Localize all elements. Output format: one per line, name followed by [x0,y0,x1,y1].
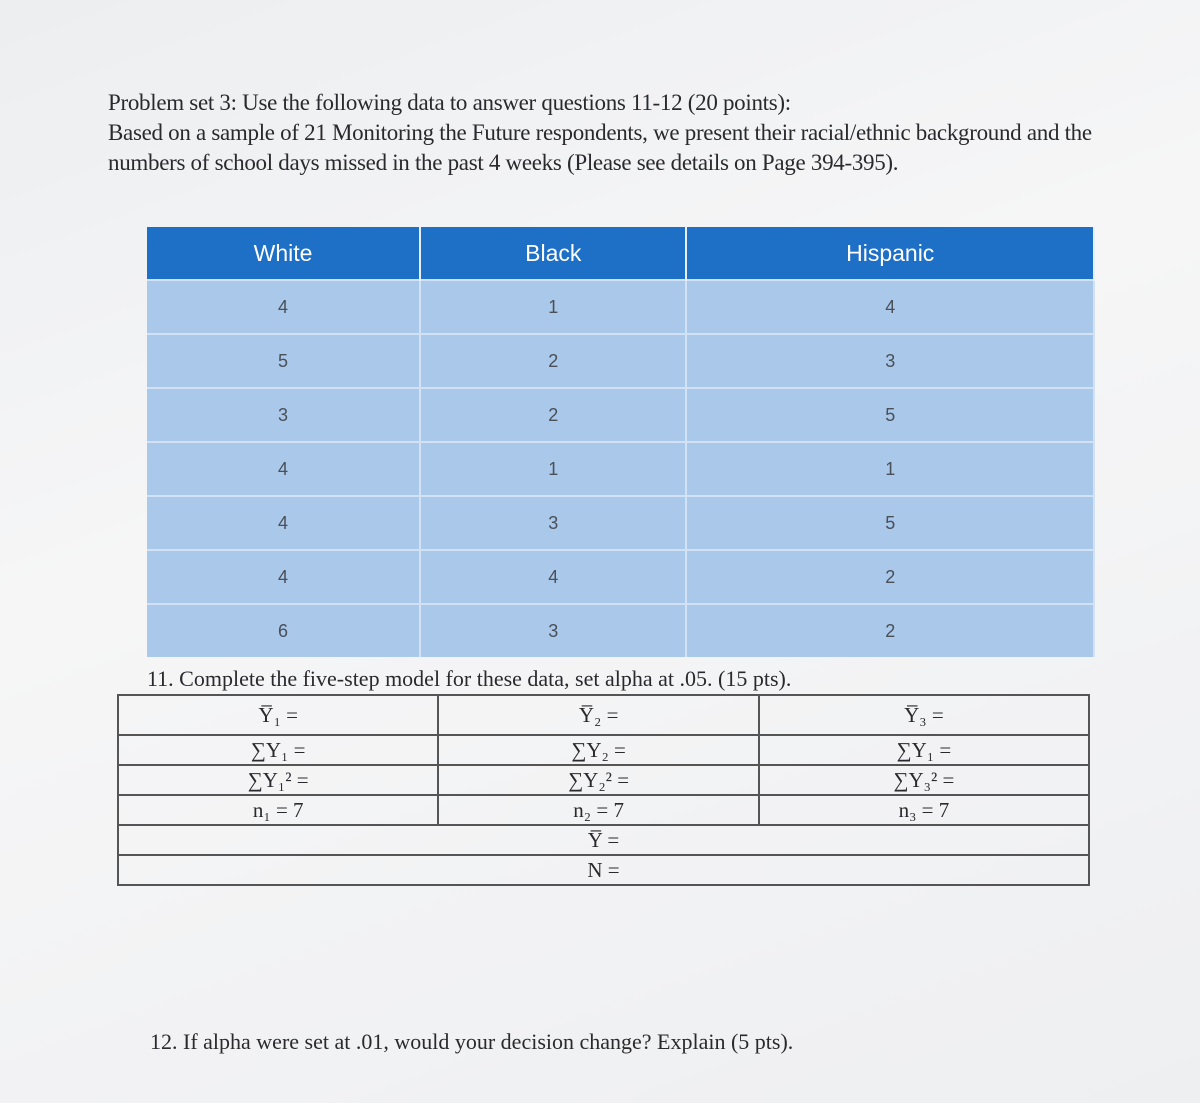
table-cell: 3 [686,334,1094,388]
table-cell: 2 [420,388,686,442]
sum-sq-2: ∑Y₂² = [438,765,758,795]
sum-2: ∑Y₂ = [438,735,758,765]
table-cell: 4 [420,550,686,604]
table-cell: 1 [420,442,686,496]
table-cell: 4 [147,280,420,334]
table-cell: 2 [686,550,1094,604]
table-cell: 1 [420,280,686,334]
table-cell: 4 [147,442,420,496]
column-header: Black [420,227,686,280]
table-cell: 4 [686,280,1094,334]
question-12: 12. If alpha were set at .01, would your decision change? Explain (5 pts). [150,1029,794,1054]
mean-3: Y̅₃ = [759,695,1089,735]
n-2: n₂ = 7 [438,795,758,825]
table-cell: 5 [147,334,420,388]
table-cell: 1 [686,442,1094,496]
table-row [147,334,1094,388]
sum-sq-3: ∑Y₃² = [759,765,1089,795]
total-n: N = [118,855,1089,885]
table-cell: 4 [147,496,420,550]
grand-mean: Y̅ = [118,825,1089,855]
column-header: Hispanic [686,227,1094,280]
table-row [147,604,1094,657]
sum-1: ∑Y₁ = [118,735,438,765]
table-cell: 4 [147,550,420,604]
column-header: White [147,227,420,280]
work-table [117,694,1090,886]
table-cell: 3 [147,388,420,442]
table-cell: 2 [686,604,1094,657]
sum-sq-1: ∑Y₁² = [118,765,438,795]
table-cell: 5 [686,388,1094,442]
table-cell: 6 [147,604,420,657]
n-1: n₁ = 7 [118,795,438,825]
table-cell: 2 [420,334,686,388]
table-row [147,388,1094,442]
table-cell: 3 [420,496,686,550]
mean-2: Y̅₂ = [438,695,758,735]
sum-3: ∑Y₁ = [759,735,1089,765]
question-11: 11. Complete the five-step model for these data, set alpha at .05. (15 pts). [147,666,792,691]
intro-line-2: Based on a sample of 21 Monitoring the Future respondents, we present their racial/ethnic background and the numbers of school days missed in the past 4 weeks (Please see details on Page 394-395). [108,120,1092,175]
table-row [147,550,1094,604]
n-3: n₃ = 7 [759,795,1089,825]
table-row [147,496,1094,550]
table-row [147,280,1094,334]
table-cell: 3 [420,604,686,657]
table-row [147,442,1094,496]
mean-1: Y̅₁ = [118,695,438,735]
data-table [147,227,1095,657]
intro-line-1: Problem set 3: Use the following data to answer questions 11-12 (20 points): [108,90,791,115]
problem-intro [108,88,1098,178]
table-cell: 5 [686,496,1094,550]
